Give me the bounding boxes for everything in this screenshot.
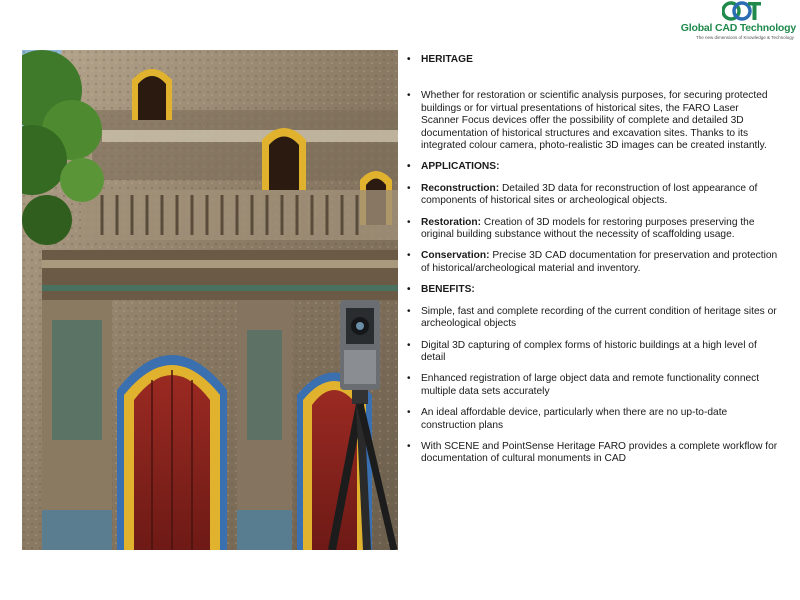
application-text: Precise 3D CAD documentation for preservation and protection of historical/archeological material and inventory.	[421, 250, 778, 274]
heritage-building-illustration-icon	[22, 50, 398, 550]
benefit-text: With SCENE and PointSense Heritage FARO provides a complete workflow for documentation of cultural monuments in CAD	[421, 440, 778, 465]
application-text: Detailed 3D data for reconstruction of lost appearance of components of historical sites or archeological objects.	[421, 182, 758, 207]
application-term: Conservation:	[421, 250, 490, 262]
benefit-item	[407, 373, 779, 398]
benefit-text: Simple, fast and complete recording of the current condition of heritage sites or archeological objects	[421, 305, 777, 330]
benefit-text: Digital 3D capturing of complex forms of historic buildings at a high level of detail	[421, 339, 757, 363]
bullet-icon: •	[407, 305, 411, 317]
bullet-icon: •	[407, 339, 411, 351]
benefit-text: An ideal affordable device, particularly when there are no up-to-date construction plans	[421, 407, 728, 431]
company-name: Global CAD Technology	[680, 22, 796, 34]
benefit-item	[407, 407, 779, 432]
bullet-icon: •	[407, 407, 411, 419]
heritage-building-photo	[22, 50, 398, 550]
application-item-reconstruction	[407, 183, 779, 208]
application-term: Reconstruction:	[421, 182, 500, 194]
applications-heading-item	[407, 161, 779, 173]
bullet-icon: •	[407, 54, 411, 65]
bullet-icon: •	[407, 182, 411, 194]
benefits-heading: BENEFITS:	[421, 284, 475, 296]
bullet-icon: •	[407, 284, 411, 296]
heritage-paragraph: Whether for restoration or scientific analysis purposes, for securing protected buildings or for virtual presentations of historical sites, the FARO Laser Scanner Focus devices offer the possibility of complete and detailed 3D documentation of historical structures and excavation sites. Thanks to its integrated colour camera, photo-realistic 3D images can be created instantly.	[421, 90, 768, 152]
benefit-item	[407, 441, 779, 466]
bullet-icon: •	[407, 440, 411, 452]
bullet-icon: •	[407, 161, 411, 173]
heritage-paragraph-item	[407, 90, 779, 152]
application-item-conservation	[407, 250, 779, 275]
benefit-item	[407, 340, 779, 365]
company-logo	[680, 0, 800, 46]
benefit-text: Enhanced registration of large object data and remote functionality connect multiple data sets accurately	[421, 373, 760, 397]
content-column	[407, 54, 779, 466]
application-term: Restoration:	[421, 216, 481, 228]
application-item-restoration	[407, 217, 779, 242]
company-tagline: The new dimensions of Knowledge & Technology	[696, 35, 794, 40]
heritage-heading: HERITAGE	[421, 54, 473, 65]
bullet-icon: •	[407, 90, 411, 102]
benefits-heading-item	[407, 284, 779, 296]
application-text: Creation of 3D models for restoring purposes preserving the original building substance without the necessity of scaffolding usage.	[421, 216, 755, 241]
bullet-icon: •	[407, 373, 411, 385]
heritage-heading-item	[407, 54, 779, 66]
benefit-item	[407, 306, 779, 331]
applications-heading: APPLICATIONS:	[421, 161, 500, 173]
gct-logo-mark-icon	[722, 0, 762, 22]
bullet-icon: •	[407, 216, 411, 228]
bullet-icon: •	[407, 250, 411, 262]
